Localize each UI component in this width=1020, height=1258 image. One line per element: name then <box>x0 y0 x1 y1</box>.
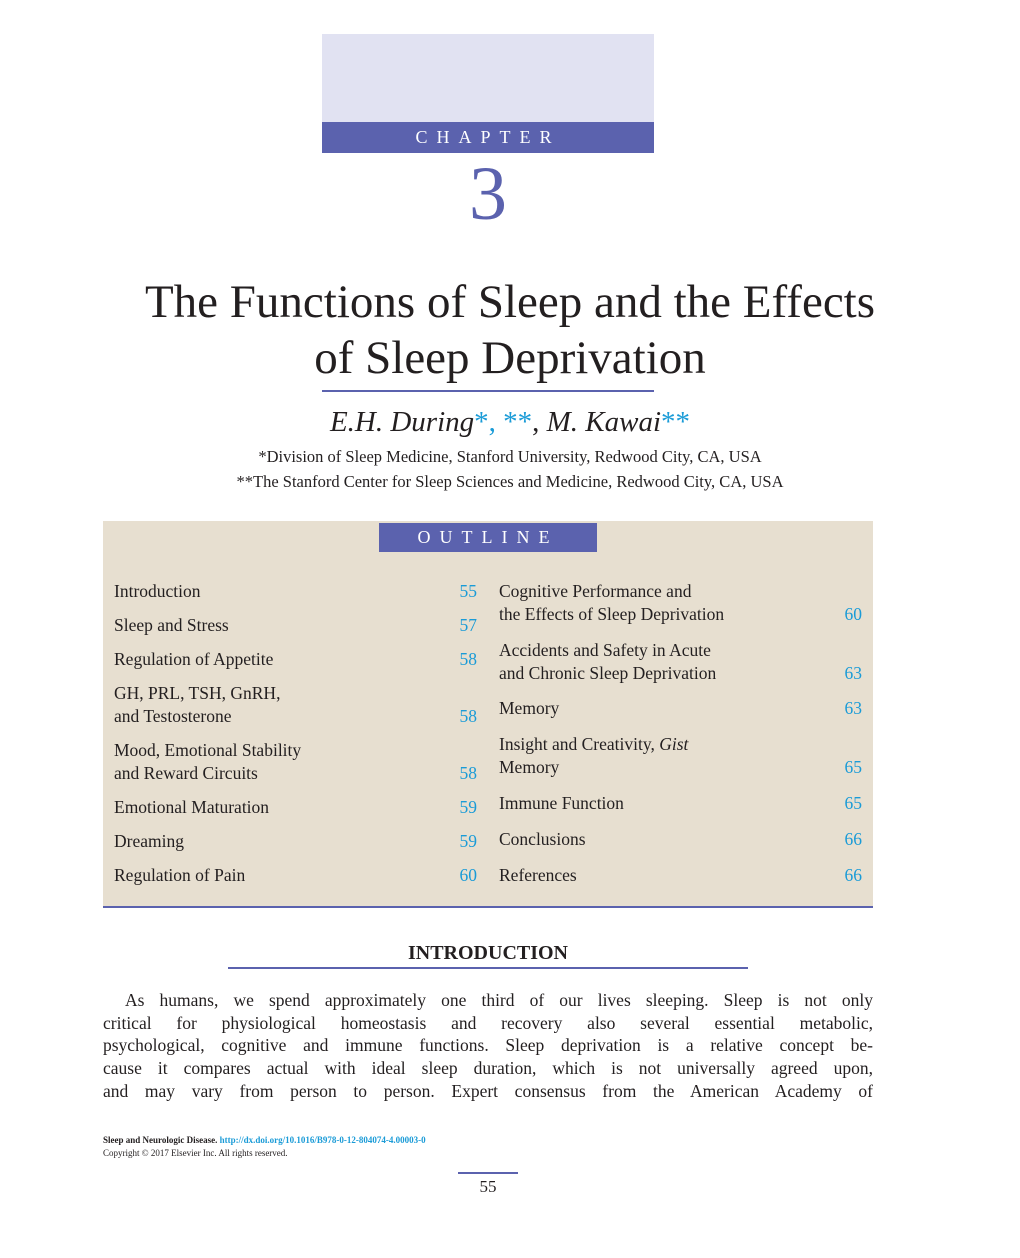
toc-entry-sleep-and-stress[interactable] <box>114 614 477 637</box>
toc-entry-title: Regulation of Appetite <box>114 649 274 669</box>
author-during: E.H. During <box>329 406 475 438</box>
introduction-paragraph <box>103 989 873 1103</box>
chapter-label: CHAPTER <box>322 122 654 153</box>
toc-entry-title: Memory <box>499 698 560 718</box>
toc-entry-title-line-2: and Chronic Sleep Deprivation <box>499 663 717 683</box>
journal-name: Sleep and Neurologic Disease. <box>103 1135 218 1145</box>
chapter-header-box <box>322 34 654 122</box>
toc-entry-emotional-maturation[interactable] <box>114 796 477 819</box>
page-footer <box>103 1134 803 1160</box>
outline-box <box>103 521 873 908</box>
toc-entry-insight-and-creativity[interactable] <box>499 733 862 779</box>
toc-entry-cognitive-performance[interactable] <box>499 580 862 626</box>
body-line: cause it compares actual with ideal sleep duration, which is not universally agreed upon, <box>103 1058 873 1079</box>
toc-entry-page: 58 <box>459 649 477 669</box>
toc-entry-page: 58 <box>459 763 477 783</box>
affiliation-2: **The Stanford Center for Sleep Sciences and Medicine, Redwood City, CA, USA <box>236 472 784 491</box>
chapter-number: 3 <box>469 152 507 236</box>
toc-entry-page: 65 <box>844 757 862 777</box>
chapter-title-line-1: The Functions of Sleep and the Effects <box>144 276 876 328</box>
toc-entry-title: Regulation of Pain <box>114 865 246 885</box>
page-number-rule <box>458 1172 518 1174</box>
body-line: and may vary from person to person. Expert consensus from the American Academy of <box>103 1080 873 1101</box>
section-heading-underline <box>228 967 748 969</box>
toc-entry-page: 65 <box>844 793 862 813</box>
chapter-title-line-2: of Sleep Deprivation <box>314 332 706 384</box>
affiliation-1: *Division of Sleep Medicine, Stanford University, Redwood City, CA, USA <box>258 447 762 466</box>
toc-entry-regulation-of-pain[interactable] <box>114 864 477 887</box>
toc-entry-title: Dreaming <box>114 831 184 851</box>
toc-entry-page: 60 <box>459 865 477 885</box>
toc-entry-title-line-1: Cognitive Performance and <box>499 581 692 601</box>
toc-entry-conclusions[interactable] <box>499 828 862 851</box>
toc-entry-title-line-1: GH, PRL, TSH, GnRH, <box>114 683 281 703</box>
toc-entry-title: Emotional Maturation <box>114 797 270 817</box>
toc-entry-memory[interactable] <box>499 697 862 720</box>
toc-entry-italic-word: Gist <box>659 734 689 754</box>
toc-entry-page: 63 <box>844 698 862 718</box>
toc-entry-page: 57 <box>459 615 477 635</box>
citation-line <box>103 1134 803 1147</box>
toc-entry-title-line-1 <box>499 733 688 756</box>
toc-entry-title-line-2: the Effects of Sleep Deprivation <box>499 604 725 624</box>
toc-entry-regulation-of-appetite[interactable] <box>114 648 477 671</box>
toc-entry-references[interactable] <box>499 864 862 887</box>
toc-entry-page: 66 <box>844 865 862 885</box>
body-line: As humans, we spend approximately one third of our lives sleeping. Sleep is not only <box>125 990 873 1010</box>
toc-entry-page: 63 <box>844 663 862 683</box>
toc-entry-page: 59 <box>459 797 477 817</box>
toc-entry-immune-function[interactable] <box>499 792 862 815</box>
toc-entry-page: 59 <box>459 831 477 851</box>
section-heading-introduction: INTRODUCTION <box>407 942 569 964</box>
toc-entry-title-text: Insight and Creativity, <box>499 734 660 754</box>
toc-entry-title: Sleep and Stress <box>114 615 229 635</box>
author-kawai-affiliation-marks: ** <box>661 406 691 438</box>
toc-entry-title: References <box>499 865 577 885</box>
toc-entry-title: Introduction <box>114 581 201 601</box>
doi-link[interactable]: http://dx.doi.org/10.1016/B978-0-12-804074-4.00003-0 <box>219 1135 426 1145</box>
outline-label: OUTLINE <box>379 523 597 552</box>
author-line <box>60 402 960 442</box>
author-during-affiliation-marks: *, ** <box>474 406 533 438</box>
toc-entry-accidents-and-safety[interactable] <box>499 639 862 685</box>
toc-entry-title-line-2: and Reward Circuits <box>114 763 258 783</box>
toc-entry-title-line-2: and Testosterone <box>114 706 232 726</box>
author-kawai: M. Kawai <box>546 406 662 438</box>
toc-entry-page: 55 <box>459 581 477 601</box>
toc-entry-page: 60 <box>844 604 862 624</box>
toc-entry-title-line-1: Mood, Emotional Stability <box>114 740 302 760</box>
toc-entry-introduction[interactable] <box>114 580 477 603</box>
author-separator: , <box>532 406 547 438</box>
page-number: 55 <box>479 1177 497 1196</box>
toc-entry-title-line-2: Memory <box>499 757 560 777</box>
toc-entry-hormones[interactable] <box>114 682 477 728</box>
body-line: critical for physiological homeostasis and recovery also several essential metabolic, <box>103 1012 873 1033</box>
toc-entry-title: Conclusions <box>499 829 586 849</box>
toc-entry-dreaming[interactable] <box>114 830 477 853</box>
copyright-line: Copyright © 2017 Elsevier Inc. All rights reserved. <box>103 1148 288 1158</box>
toc-entry-title-line-1: Accidents and Safety in Acute <box>499 640 711 660</box>
toc-entry-page: 66 <box>844 829 862 849</box>
toc-entry-title: Immune Function <box>499 793 624 813</box>
toc-entry-page: 58 <box>459 706 477 726</box>
title-underline <box>322 390 654 392</box>
body-line: psychological, cognitive and immune functions. Sleep deprivation is a relative concept be- <box>103 1035 873 1056</box>
toc-entry-mood[interactable] <box>114 739 477 785</box>
